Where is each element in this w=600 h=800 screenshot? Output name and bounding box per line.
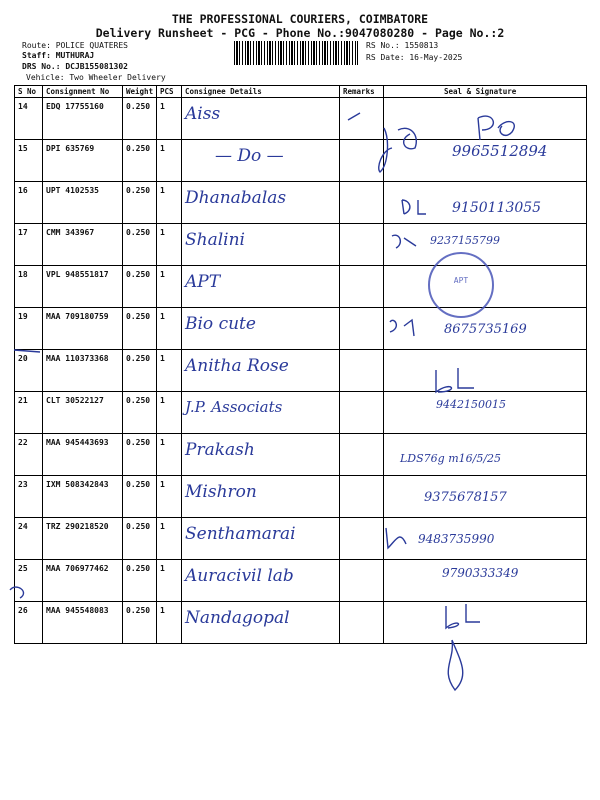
- consignee-handwriting: Anitha Rose: [185, 356, 289, 376]
- signature-scribble: [448, 640, 463, 690]
- cell-weight: 0.250: [123, 224, 157, 266]
- cell-consignment: TRZ 290218520: [43, 518, 123, 560]
- cell-pcs: 1: [157, 182, 182, 224]
- cell-pcs: 1: [157, 140, 182, 182]
- cell-weight: 0.250: [123, 98, 157, 140]
- signature-phone: 9375678157: [424, 490, 507, 505]
- cell-weight: 0.250: [123, 602, 157, 644]
- cell-weight: 0.250: [123, 392, 157, 434]
- cell-consignment: EDQ 17755160: [43, 98, 123, 140]
- cell-weight: 0.250: [123, 476, 157, 518]
- cell-sno: 19: [15, 308, 43, 350]
- cell-consignment: MAA 709180759: [43, 308, 123, 350]
- col-consignment: Consignment No: [43, 86, 123, 98]
- cell-weight: 0.250: [123, 140, 157, 182]
- vehicle-label: Vehicle: Two Wheeler Delivery: [26, 73, 166, 82]
- col-remarks: Remarks: [340, 86, 384, 98]
- cell-sno: 22: [15, 434, 43, 476]
- signature-phone: 9790333349: [442, 566, 519, 580]
- signature-phone: 9442150015: [436, 398, 506, 411]
- consignee-handwriting: Mishron: [185, 482, 257, 502]
- consignee-handwriting: APT: [185, 272, 221, 292]
- col-signature: Seal & Signature: [384, 86, 587, 98]
- consignee-handwriting: Bio cute: [185, 314, 256, 334]
- cell-sno: 16: [15, 182, 43, 224]
- company-title: THE PROFESSIONAL COURIERS, COIMBATORE: [171, 12, 429, 26]
- cell-pcs: 1: [157, 350, 182, 392]
- cell-pcs: 1: [157, 98, 182, 140]
- cell-sno: 15: [15, 140, 43, 182]
- cell-consignment: CLT 30522127: [43, 392, 123, 434]
- cell-weight: 0.250: [123, 182, 157, 224]
- signature-phone: 9483735990: [418, 532, 495, 546]
- cell-pcs: 1: [157, 434, 182, 476]
- cell-pcs: 1: [157, 602, 182, 644]
- cell-weight: 0.250: [123, 560, 157, 602]
- remarks-tick: [348, 113, 360, 120]
- signature-scribble: [386, 528, 406, 548]
- cell-consignment: MAA 945443693: [43, 434, 123, 476]
- signature-phone: 9965512894: [452, 142, 548, 160]
- col-sno: S No: [15, 86, 43, 98]
- cell-sno: 14: [15, 98, 43, 140]
- signature-scribble: [478, 116, 514, 140]
- rs-date-label: RS Date: 16-May-2025: [366, 53, 463, 62]
- cell-sno: 21: [15, 392, 43, 434]
- col-consignee: Consignee Details: [182, 86, 340, 98]
- signature-phone: 8675735169: [444, 322, 527, 337]
- cell-weight: 0.250: [123, 266, 157, 308]
- cell-pcs: 1: [157, 476, 182, 518]
- cell-weight: 0.250: [123, 350, 157, 392]
- route-label: Route: POLICE QUATERES: [22, 41, 128, 50]
- cell-sno: 18: [15, 266, 43, 308]
- signature-phone: 9237155799: [430, 234, 500, 247]
- cell-pcs: 1: [157, 308, 182, 350]
- cell-consignment: IXM 508342843: [43, 476, 123, 518]
- cell-consignment: UPT 4102535: [43, 182, 123, 224]
- runsheet-subtitle: Delivery Runsheet - PCG - Phone No.:9047080280 - Page No.:2: [95, 26, 505, 40]
- cell-consignment: MAA 945548083: [43, 602, 123, 644]
- cell-sno: 17: [15, 224, 43, 266]
- cell-sno: 26: [15, 602, 43, 644]
- consignee-handwriting: Auracivil lab: [185, 566, 294, 586]
- rs-no-label: RS No.: 1550813: [366, 41, 439, 50]
- cell-sno: 23: [15, 476, 43, 518]
- cell-consignment: VPL 948551817: [43, 266, 123, 308]
- signature-phone: 9150113055: [452, 200, 542, 216]
- staff-label: Staff: MUTHURAJ: [22, 51, 95, 60]
- col-pcs: PCS: [157, 86, 182, 98]
- cell-consignment: DPI 635769: [43, 140, 123, 182]
- signature-phone: LDS76g m16/5/25: [400, 452, 502, 465]
- cell-weight: 0.250: [123, 308, 157, 350]
- cell-consignment: MAA 110373368: [43, 350, 123, 392]
- signature-scribble: [402, 200, 426, 214]
- consignee-handwriting: Nandagopal: [185, 608, 290, 628]
- drs-label: DRS No.: DCJB155081302: [22, 62, 128, 71]
- col-weight: Weight: [123, 86, 157, 98]
- cell-pcs: 1: [157, 560, 182, 602]
- signature-scribble: [392, 235, 416, 248]
- row-marks: [10, 350, 40, 598]
- cell-consignment: CMM 343967: [43, 224, 123, 266]
- cell-pcs: 1: [157, 392, 182, 434]
- cell-sno: 20: [15, 350, 43, 392]
- consignee-handwriting: Senthamarai: [185, 524, 296, 544]
- stamp-label: APT: [453, 276, 469, 285]
- cell-pcs: 1: [157, 518, 182, 560]
- consignee-handwriting: — Do —: [215, 146, 284, 166]
- dl-signature: [446, 604, 480, 628]
- consignee-handwriting: J.P. Associats: [185, 398, 283, 416]
- cell-weight: 0.250: [123, 434, 157, 476]
- cell-weight: 0.250: [123, 518, 157, 560]
- consignee-handwriting: Prakash: [185, 440, 255, 460]
- cell-pcs: 1: [157, 224, 182, 266]
- cell-pcs: 1: [157, 266, 182, 308]
- signature-scribble: [390, 320, 414, 336]
- consignee-handwriting: Dhanabalas: [185, 188, 287, 208]
- cell-sno: 24: [15, 518, 43, 560]
- cell-consignment: MAA 706977462: [43, 560, 123, 602]
- consignee-handwriting: Aiss: [185, 104, 221, 124]
- signature-scribble: [398, 128, 416, 148]
- cell-sno: 25: [15, 560, 43, 602]
- consignee-handwriting: Shalini: [185, 230, 245, 250]
- remarks-scribble: [379, 128, 392, 172]
- dl-signature: [436, 368, 474, 392]
